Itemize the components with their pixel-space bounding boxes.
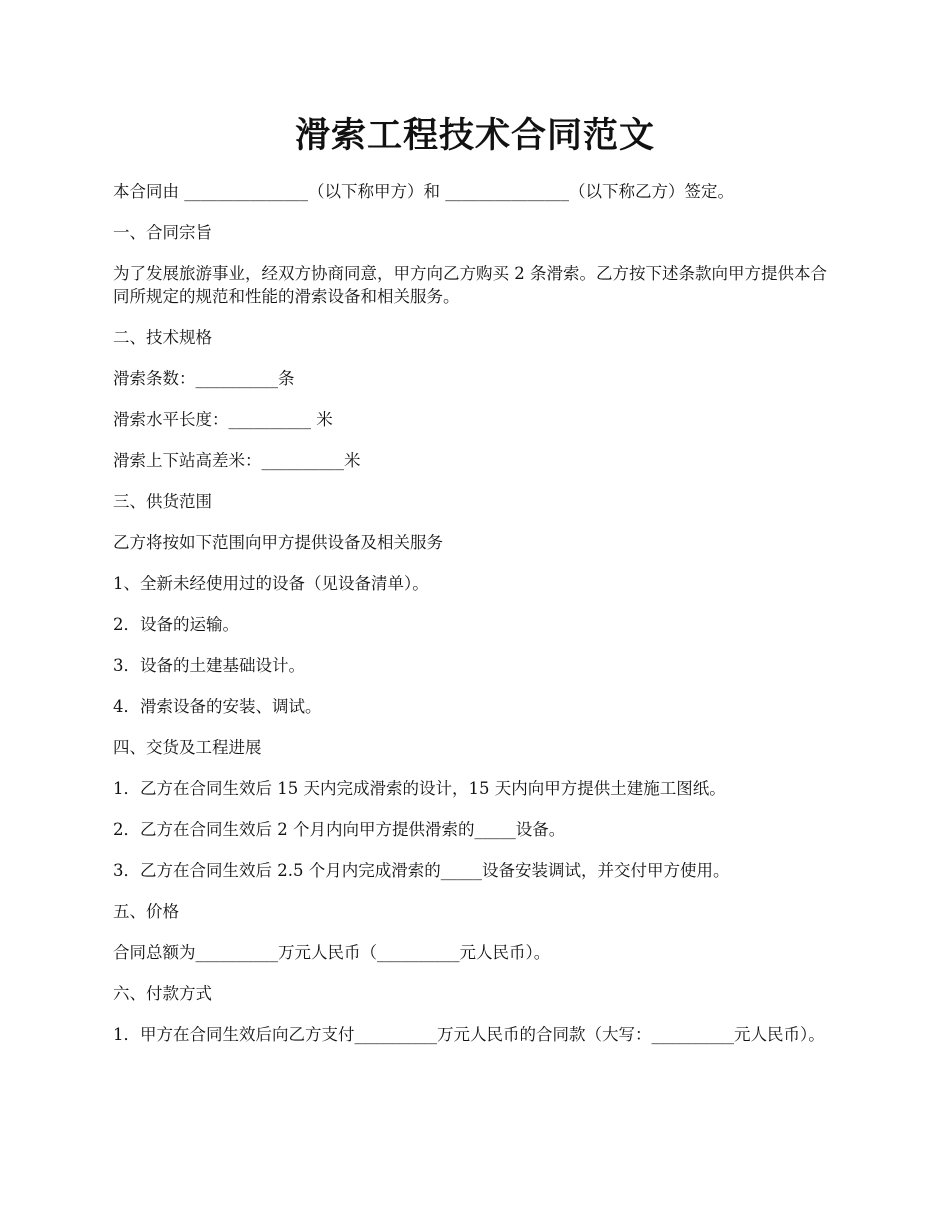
scope-item-2: 2．设备的运输。 [113, 615, 239, 634]
scope-item-3: 3．设备的土建基础设计。 [113, 656, 305, 675]
delivery-item-3: 3．乙方在合同生效后 2.5 个月内完成滑索的_____设备安装调试，并交付甲方使用。 [113, 861, 730, 880]
section-heading-purpose: 一、合同宗旨 [113, 223, 212, 242]
document-title: 滑索工程技术合同范文 [294, 115, 655, 156]
intro-paragraph: 本合同由 _______________（以下称甲方）和 _______________（以下称乙方）签定。 [113, 182, 734, 201]
section-heading-payment: 六、付款方式 [113, 984, 212, 1003]
scope-intro: 乙方将按如下范围向甲方提供设备及相关服务 [113, 533, 443, 552]
spec-line-length: 滑索水平长度：__________ 米 [113, 410, 333, 429]
scope-item-1: 1、全新未经使用过的设备（见设备清单）。 [113, 574, 429, 593]
section-heading-scope: 三、供货范围 [113, 492, 212, 511]
spec-line-height-diff: 滑索上下站高差米：__________米 [113, 451, 361, 470]
delivery-item-1: 1．乙方在合同生效后 15 天内完成滑索的设计，15 天内向甲方提供土建施工图纸。 [113, 779, 726, 798]
section-heading-specs: 二、技术规格 [113, 328, 212, 347]
payment-item-1: 1．甲方在合同生效后向乙方支付__________万元人民币的合同款（大写：__________元人民币）。 [113, 1025, 825, 1044]
price-paragraph: 合同总额为__________万元人民币（__________元人民币）。 [113, 943, 551, 962]
spec-line-count: 滑索条数：__________条 [113, 369, 295, 388]
scope-item-4: 4．滑索设备的安装、调试。 [113, 697, 322, 716]
section-heading-price: 五、价格 [113, 902, 179, 921]
document-body [113, 180, 838, 1064]
section-heading-delivery: 四、交货及工程进展 [113, 738, 262, 757]
purpose-paragraph: 为了发展旅游事业，经双方协商同意，甲方向乙方购买 2 条滑索。乙方按下述条款向甲方提供本合同所规定的规范和性能的滑索设备和相关服务。 [113, 264, 827, 306]
delivery-item-2: 2．乙方在合同生效后 2 个月内向甲方提供滑索的_____设备。 [113, 820, 566, 839]
